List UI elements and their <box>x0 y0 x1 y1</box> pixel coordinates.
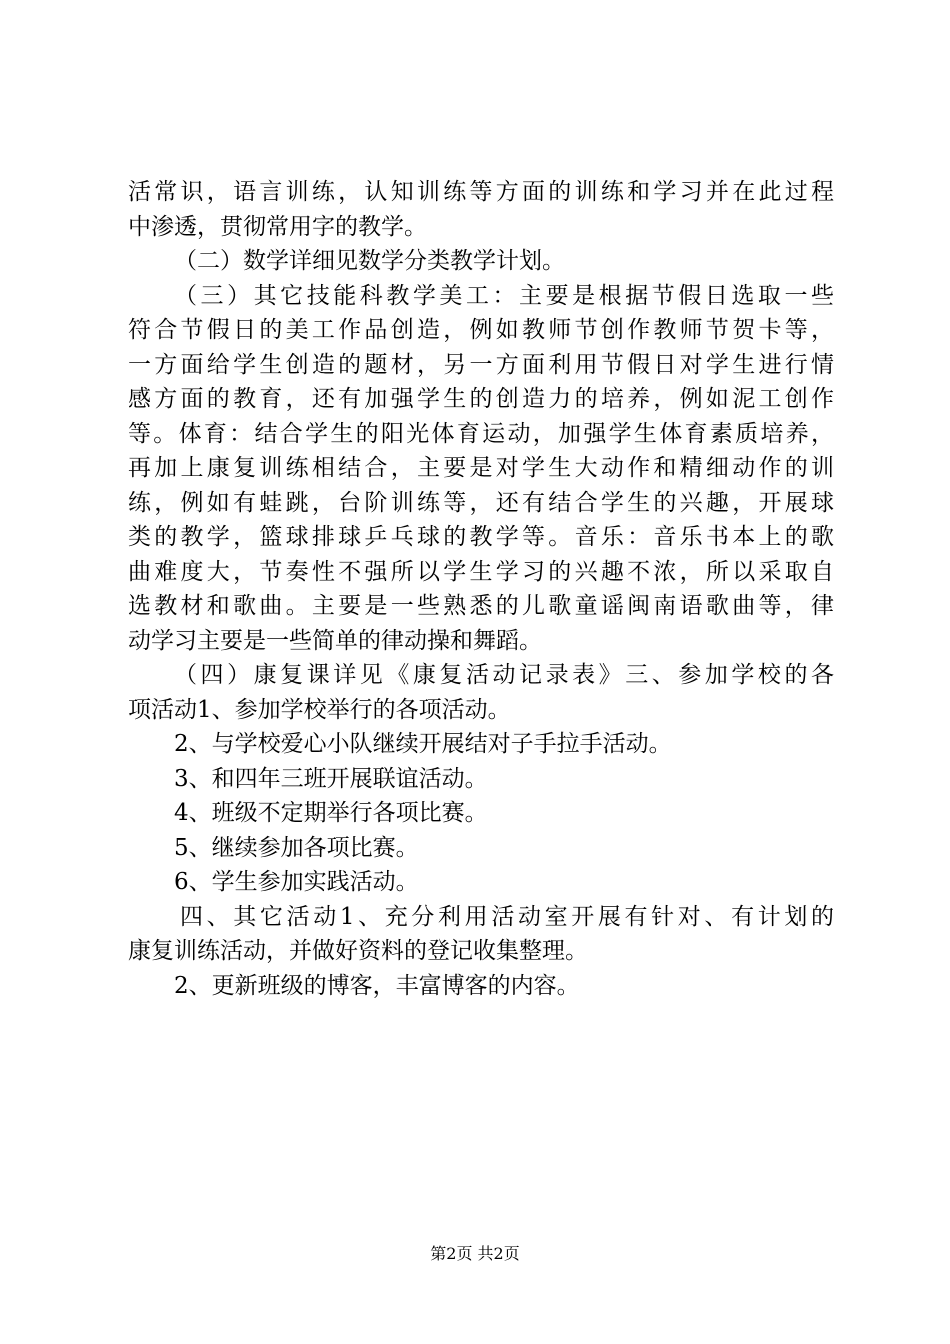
text-line: 2、更新班级的博客，丰富博客的内容。 <box>174 972 580 999</box>
text-line: 选教材和歌曲。主要是一些熟悉的儿歌童谣闽南语歌曲等，律 <box>128 593 834 619</box>
text-line: （三）其它技能科教学美工：主要是根据节假日选取一些 <box>174 282 834 309</box>
text-line: 四、其它活动1、充分利用活动室开展有针对、有计划的 <box>180 903 834 930</box>
document-body <box>128 175 834 1003</box>
text-line: 项活动1、参加学校举行的各项活动。 <box>128 696 511 723</box>
text-line: 符合节假日的美工作品创造，例如教师节创作教师节贺卡等， <box>128 317 834 343</box>
text-line: 一方面给学生创造的题材，另一方面利用节假日对学生进行情 <box>128 351 834 378</box>
text-line: 2、与学校爱心小队继续开展结对子手拉手活动。 <box>174 731 672 757</box>
text-line: 中渗透，贯彻常用字的教学。 <box>128 213 427 240</box>
text-line: （四）康复课详见《康复活动记录表》三、参加学校的各 <box>174 662 834 688</box>
text-line: 6、学生参加实践活动。 <box>174 869 419 895</box>
text-line: 练，例如有蛙跳，台阶训练等，还有结合学生的兴趣，开展球 <box>128 489 834 516</box>
text-line: 类的教学，篮球排球乒乓球的教学等。音乐：音乐书本上的歌 <box>128 524 834 550</box>
text-line: 动学习主要是一些简单的律动操和舞蹈。 <box>128 627 542 654</box>
page-number-footer: 第2页 共2页 <box>430 1244 520 1263</box>
text-line: 康复训练活动，并做好资料的登记收集整理。 <box>128 938 588 964</box>
text-line: 3、和四年三班开展联谊活动。 <box>174 765 488 792</box>
text-line: 等。体育：结合学生的阳光体育运动，加强学生体育素质培养， <box>128 420 834 447</box>
text-line: 活常识，语言训练，认知训练等方面的训练和学习并在此过程 <box>128 179 834 205</box>
text-line: 4、班级不定期举行各项比赛。 <box>174 800 488 826</box>
text-line: 曲难度大，节奏性不强所以学生学习的兴趣不浓，所以采取自 <box>128 558 834 585</box>
text-line: 感方面的教育，还有加强学生的创造力的培养，例如泥工创作 <box>128 386 834 412</box>
text-line: 再加上康复训练相结合，主要是对学生大动作和精细动作的训 <box>128 455 834 481</box>
text-line: （二）数学详细见数学分类教学计划。 <box>174 248 565 274</box>
text-line: 5、继续参加各项比赛。 <box>174 834 419 861</box>
